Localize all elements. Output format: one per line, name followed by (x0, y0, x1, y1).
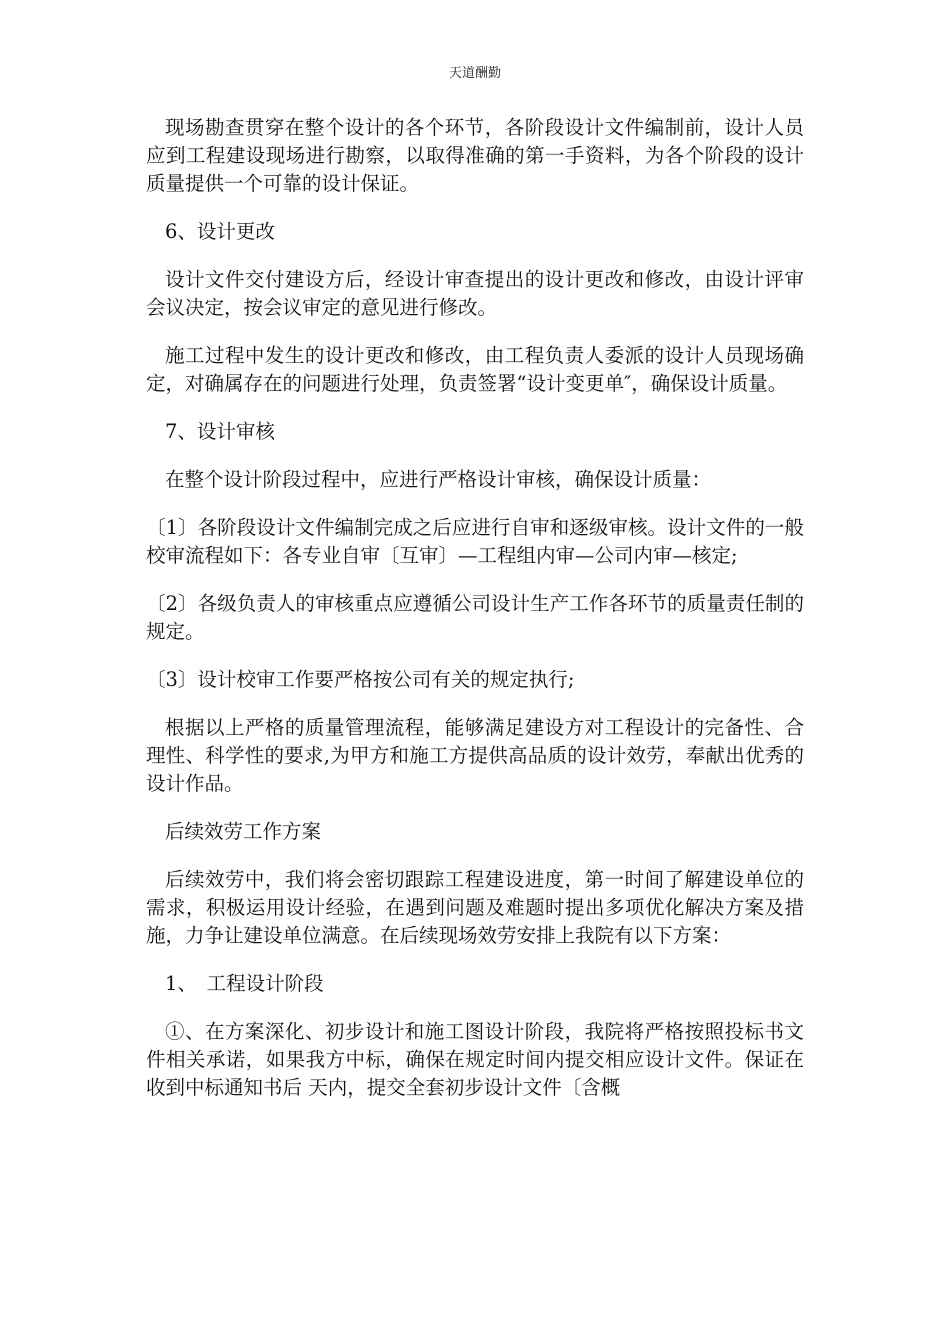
list-item-audit-2: 〔2〕各级负责人的审核重点应遵循公司设计生产工作各环节的质量责任制的规定。 (146, 592, 804, 643)
paragraph-construction-change: 施工过程中发生的设计更改和修改，由工程负责人委派的设计人员现场确定，对确属存在的问题进行处理，负责签署“设计变更单″，确保设计质量。 (146, 344, 804, 395)
page-header: 天道酬勤 (448, 66, 501, 81)
section-heading-design-change: 6、设计更改 (165, 220, 275, 243)
section-heading-design-audit: 7、设计审核 (165, 420, 275, 443)
paragraph-design-stage-commitment: ①、在方案深化、初步设计和施工图设计阶段，我院将严格按照投标书文件相关承诺，如果我方中标，确保在规定时间内提交相应设计文件。保证在收到中标通知书后 天内，提交全套初步设计文件〔含概 (146, 1020, 804, 1099)
section-heading-design-stage: 1、 工程设计阶段 (165, 972, 324, 995)
paragraph-site-survey: 现场勘查贯穿在整个设计的各个环节，各阶段设计文件编制前，设计人员应到工程建设现场进行勘察，以取得准确的第一手资料，为各个阶段的设计质量提供一个可靠的设计保证。 (146, 116, 804, 195)
paragraph-followup-intro: 后续效劳中，我们将会密切跟踪工程建设进度，第一时间了解建设单位的需求，积极运用设计经验，在遇到问题及难题时提出多项优化解决方案及措施，力争让建设单位满意。在后续现场效劳安排上我院有以下方案： (146, 868, 804, 947)
list-item-audit-1: 〔1〕各阶段设计文件编制完成之后应进行自审和逐级审核。设计文件的一般校审流程如下：各专业自审〔互审〕—工程组内审—公司内审—核定; (146, 516, 804, 567)
paragraph-quality-summary: 根据以上严格的质量管理流程，能够满足建设方对工程设计的完备性、合理性、科学性的要求,为甲方和施工方提供高品质的设计效劳，奉献出优秀的设计作品。 (146, 716, 804, 795)
paragraph-audit-intro: 在整个设计阶段过程中，应进行严格设计审核，确保设计质量： (165, 468, 712, 491)
section-heading-followup-service: 后续效劳工作方案 (165, 820, 322, 843)
paragraph-design-change-review: 设计文件交付建设方后，经设计审查提出的设计更改和修改，由设计评审会议决定，按会议审定的意见进行修改。 (146, 268, 804, 319)
list-item-audit-3: 〔3〕设计校审工作要严格按公司有关的规定执行; (146, 668, 575, 691)
document-body (146, 114, 804, 1122)
